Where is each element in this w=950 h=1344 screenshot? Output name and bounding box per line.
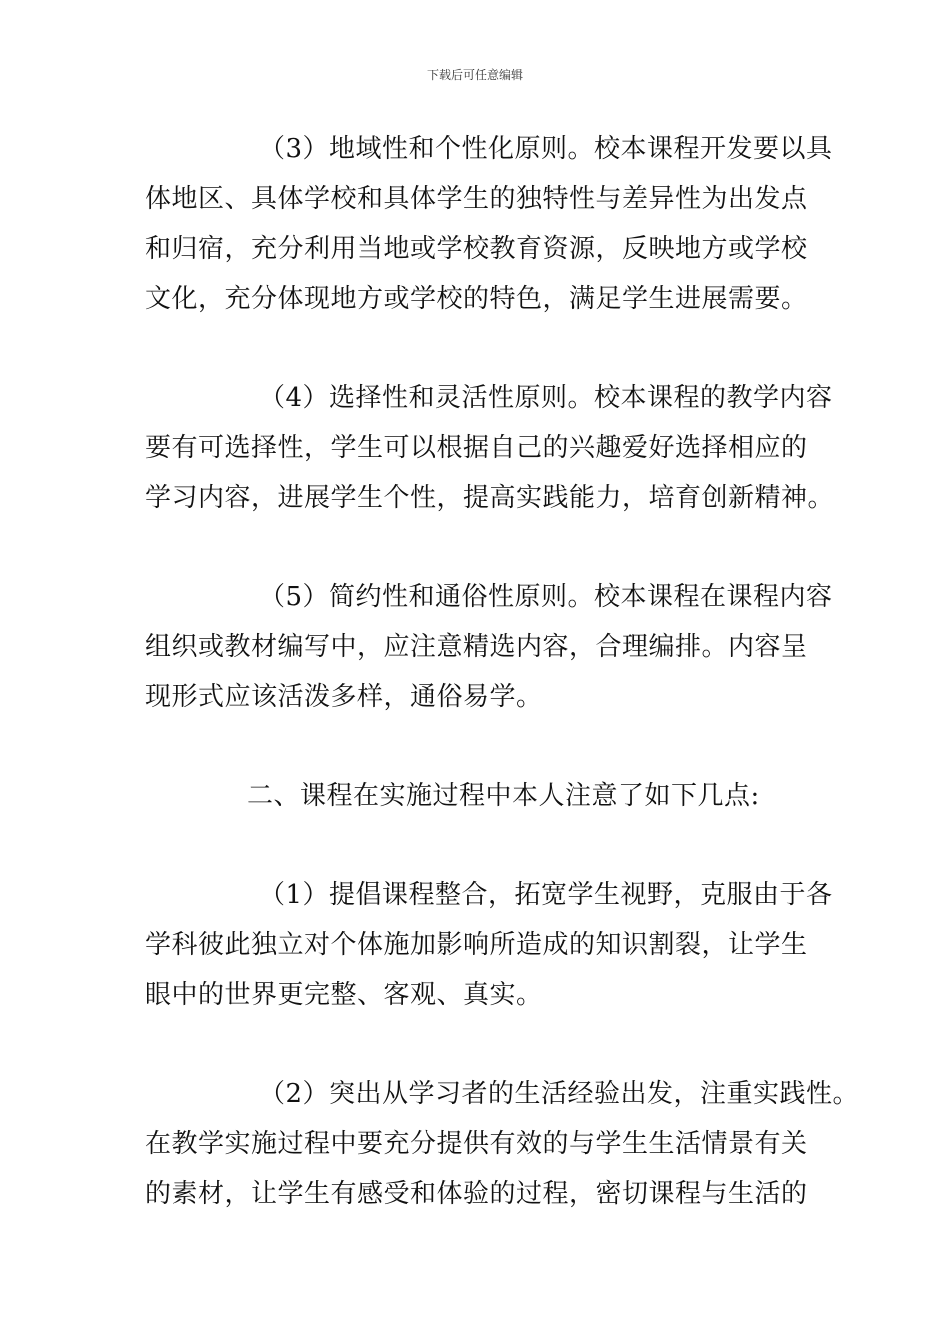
paragraph-line: 现形式应该活泼多样，通俗易学。 [145,682,543,712]
paragraph-principle-5 [145,572,833,722]
paragraph-line: （1）提倡课程整合，拓宽学生视野，克服由于各 [259,880,833,910]
paragraph-line: 组织或教材编写中，应注意精选内容，合理编排。内容呈 [145,632,808,662]
paragraph-line: （2）突出从学习者的生活经验出发，注重实践性。 [259,1079,860,1109]
paragraph-principle-4 [145,373,835,523]
paragraph-point-1 [145,870,833,1020]
section-heading-2 [145,771,825,821]
paragraph-point-2 [145,1069,860,1219]
paragraph-line: 学习内容，进展学生个性，提高实践能力，培育创新精神。 [145,483,835,513]
paragraph-line: （3）地域性和个性化原则。校本课程开发要以具 [259,134,833,164]
paragraph-line: 文化，充分体现地方或学校的特色，满足学生进展需要。 [145,284,808,314]
paragraph-line: 的素材，让学生有感受和体验的过程，密切课程与生活的 [145,1179,808,1209]
page-header: 下载后可任意编辑 [426,68,523,82]
paragraph-principle-3 [145,124,833,324]
paragraph-line: 和归宿，充分利用当地或学校教育资源，反映地方或学校 [145,234,808,264]
paragraph-line: （5）简约性和通俗性原则。校本课程在课程内容 [259,582,833,612]
paragraph-line: （4）选择性和灵活性原则。校本课程的教学内容 [259,383,833,413]
paragraph-line: 要有可选择性，学生可以根据自己的兴趣爱好选择相应的 [145,433,808,463]
paragraph-line: 学科彼此独立对个体施加影响所造成的知识割裂，让学生 [145,930,808,960]
paragraph-line: 体地区、具体学校和具体学生的独特性与差异性为出发点 [145,184,808,214]
paragraph-line: 在教学实施过程中要充分提供有效的与学生生活情景有关 [145,1129,808,1159]
paragraph-line: 眼中的世界更完整、客观、真实。 [145,980,543,1010]
paragraph-line: 二、课程在实施过程中本人注意了如下几点: [247,781,760,811]
document-body [145,124,860,1268]
